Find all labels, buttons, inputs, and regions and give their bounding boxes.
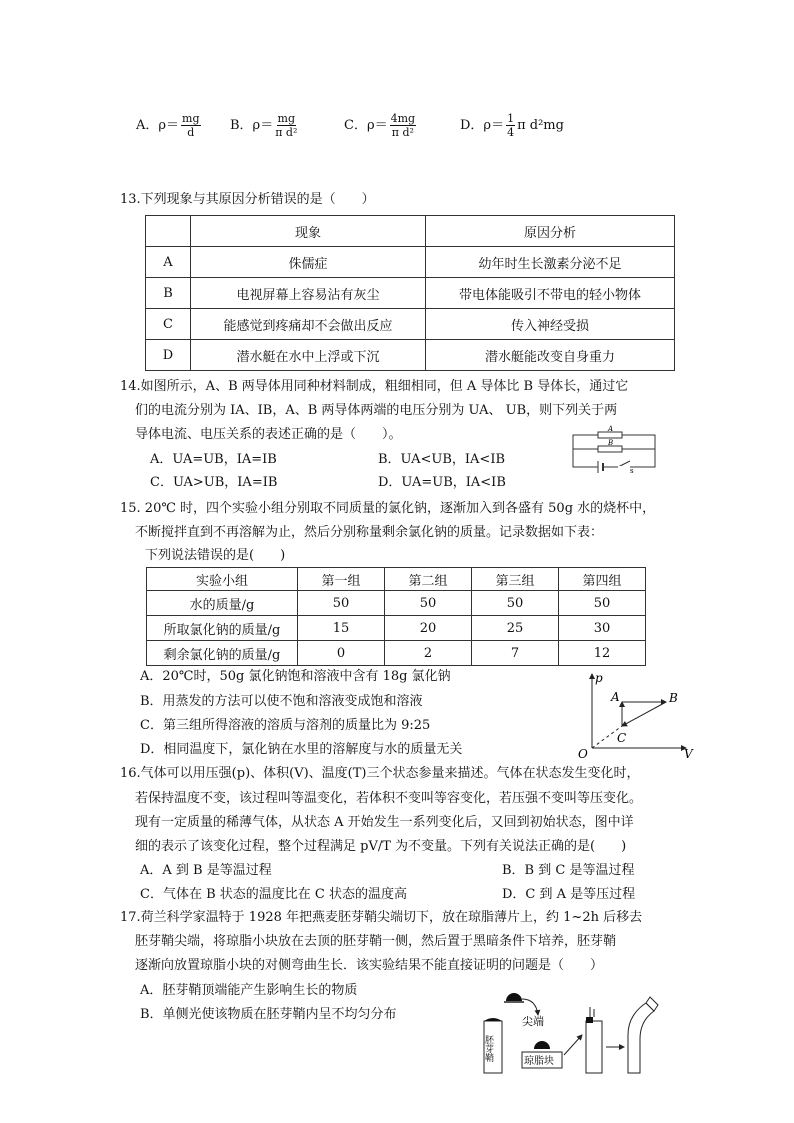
q17-stem-line2: 胚芽鞘尖端，将琼脂小块放在去顶的胚芽鞘一侧，然后置于黑暗条件下培养，胚芽鞘 xyxy=(135,934,617,949)
q13-table xyxy=(145,215,675,371)
q13-header-cell: 现象 xyxy=(191,216,426,247)
table-cell: 带电体能吸引不带电的轻小物体 xyxy=(426,278,675,309)
q16-stem-line2: 若保持温度不变，该过程叫等温变化，若体积不变叫等容变化，若压强不变叫等压变化。 xyxy=(135,791,643,806)
q17-fig-label-agar: 琼脂块 xyxy=(524,1056,554,1067)
q16-fig-label-o: O xyxy=(578,747,588,760)
q14-circuit-diagram xyxy=(568,425,660,473)
q16-option-d: D．C 到 A 是等压过程 xyxy=(502,887,636,902)
table-row xyxy=(147,641,646,666)
table-cell: 50 xyxy=(298,591,385,616)
table-cell: 幼年时生长激素分泌不足 xyxy=(426,247,675,278)
q16-option-b: B．B 到 C 是等温过程 xyxy=(502,863,635,878)
q14-stem-line1: 14.如图所示，A、B 两导体用同种材料制成，粗细相同，但 A 导体比 B 导体长，通过它 xyxy=(120,379,629,394)
table-cell: 2 xyxy=(385,641,472,666)
q12-d-fraction xyxy=(506,112,515,139)
q12-option-c xyxy=(344,112,418,139)
q12-d-num: 1 xyxy=(507,112,515,125)
q16-stem-line3: 现有一定质量的稀薄气体，从状态 A 开始发生一系列变化后，又回到初始状态，图中详 xyxy=(135,815,634,830)
q15-header-cell: 第一组 xyxy=(298,568,385,591)
q12-d-den: 4 xyxy=(507,126,515,139)
table-cell: 50 xyxy=(472,591,559,616)
q16-fig-label-b: B xyxy=(669,691,678,705)
table-cell: 潜水艇在水中上浮或下沉 xyxy=(191,340,426,371)
q16-option-c: C．气体在 B 状态的温度比在 C 状态的温度高 xyxy=(140,887,407,902)
q12-a-fraction xyxy=(181,112,200,139)
q12-a-den: d xyxy=(187,126,195,139)
table-cell: 电视屏幕上容易沾有灰尘 xyxy=(191,278,426,309)
q15-header-cell: 第三组 xyxy=(472,568,559,591)
q14-fig-label-b: B xyxy=(608,439,614,447)
q14-fig-label-a: A xyxy=(608,425,614,433)
q16-pv-diagram xyxy=(574,668,698,760)
table-cell: 15 xyxy=(298,616,385,641)
q15-header-cell: 第二组 xyxy=(385,568,472,591)
q12-d-tail: π d²mg xyxy=(517,118,564,133)
q15-header-cell: 第四组 xyxy=(559,568,646,591)
q15-stem-line3: 下列说法错误的是( ) xyxy=(145,548,286,563)
q16-fig-label-v: V xyxy=(684,747,693,760)
q12-b-fraction xyxy=(275,112,297,139)
q16-fig-label-p: p xyxy=(595,671,603,685)
table-cell: 传入神经受损 xyxy=(426,309,675,340)
q17-fig-label-tip: 尖端 xyxy=(522,1015,544,1028)
q12-a-num: mg xyxy=(182,112,200,125)
table-row xyxy=(146,247,675,278)
table-cell: C xyxy=(146,309,191,340)
table-cell: A xyxy=(146,247,191,278)
q12-a-label: A．ρ＝ xyxy=(136,118,180,133)
q16-stem-line1: 16.气体可以用压强(p)、体积(V)、温度(T)三个状态参量来描述。气体在状态发生变化时， xyxy=(120,766,640,781)
q17-stem-line1: 17.荷兰科学家温特于 1928 年把燕麦胚芽鞘尖端切下，放在琼脂薄片上，约 1~2h 后移去 xyxy=(120,910,643,925)
table-row xyxy=(146,278,675,309)
table-row xyxy=(147,616,646,641)
table-row xyxy=(147,591,646,616)
table-cell: 50 xyxy=(559,591,646,616)
q14-option-b: B．UA<UB，IA<IB xyxy=(378,452,506,467)
q13-stem: 13.下列现象与其原因分析错误的是（ ） xyxy=(120,192,375,207)
table-cell: 7 xyxy=(472,641,559,666)
q17-fig-label-coleoptile: 胚芽鞘 xyxy=(483,1035,493,1062)
table-cell: 剩余氯化钠的质量/g xyxy=(147,641,298,666)
table-cell: 12 xyxy=(559,641,646,666)
table-cell: 0 xyxy=(298,641,385,666)
q12-c-fraction xyxy=(390,112,416,139)
q12-option-d xyxy=(460,112,564,139)
q15-stem-line2: 不断搅拌直到不再溶解为止，然后分别称量剩余氯化钠的质量。记录数据如下表： xyxy=(135,525,604,540)
q14-option-a: A．UA=UB，IA=IB xyxy=(150,452,277,467)
table-cell: 50 xyxy=(385,591,472,616)
q15-header-cell: 实验小组 xyxy=(147,568,298,591)
q14-stem-line3: 导体电流、电压关系的表述正确的是（ ）。 xyxy=(135,427,402,442)
q15-option-b: B．用蒸发的方法可以使不饱和溶液变成饱和溶液 xyxy=(140,694,423,709)
q12-option-b xyxy=(230,112,299,139)
q12-b-label: B．ρ＝ xyxy=(230,118,274,133)
q17-coleoptile-diagram xyxy=(478,985,668,1075)
q14-fig-label-s: s xyxy=(630,467,634,473)
q14-option-c: C．UA>UB，IA=IB xyxy=(150,475,278,490)
q13-header-cell: 原因分析 xyxy=(426,216,675,247)
q17-stem-line3: 逐渐向放置琼脂小块的对侧弯曲生长．该实验结果不能直接证明的问题是（ ） xyxy=(135,958,604,973)
table-cell: 水的质量/g xyxy=(147,591,298,616)
q16-fig-label-c: C xyxy=(617,731,627,745)
q12-option-a xyxy=(136,112,203,139)
table-cell: B xyxy=(146,278,191,309)
q12-c-num: 4mg xyxy=(390,112,416,125)
table-cell: 潜水艇能改变自身重力 xyxy=(426,340,675,371)
q14-option-d: D．UA=UB，IA<IB xyxy=(378,475,506,490)
table-cell: 能感觉到疼痛却不会做出反应 xyxy=(191,309,426,340)
table-row xyxy=(146,340,675,371)
q17-option-a: A．胚芽鞘顶端能产生影响生长的物质 xyxy=(140,983,358,998)
q15-table xyxy=(146,567,646,666)
table-cell: 20 xyxy=(385,616,472,641)
table-cell: 30 xyxy=(559,616,646,641)
q15-stem-line1: 15. 20℃ 时，四个实验小组分别取不同质量的氯化钠，逐渐加入到各盛有 50g 水的烧杯中， xyxy=(120,501,656,516)
table-cell: 25 xyxy=(472,616,559,641)
q16-stem-line4: 细的表示了该变化过程，整个过程满足 pV/T 为不变量。下列有关说法正确的是( ) xyxy=(135,839,627,854)
q12-b-den: π d² xyxy=(275,126,298,139)
q17-option-b: B．单侧光使该物质在胚芽鞘内呈不均匀分布 xyxy=(140,1007,397,1022)
q15-option-d: D．相同温度下，氯化钠在水里的溶解度与水的质量无关 xyxy=(140,742,463,757)
q15-option-a: A．20℃时，50g 氯化钠饱和溶液中含有 18g 氯化钠 xyxy=(140,669,451,684)
table-cell: D xyxy=(146,340,191,371)
table-cell: 所取氯化钠的质量/g xyxy=(147,616,298,641)
q16-fig-label-a: A xyxy=(611,690,620,704)
q15-option-c: C．第三组所得溶液的溶质与溶剂的质量比为 9:25 xyxy=(140,718,431,733)
table-row xyxy=(146,309,675,340)
table-cell: 侏儒症 xyxy=(191,247,426,278)
q12-b-num: mg xyxy=(277,112,296,125)
q12-c-den: π d² xyxy=(391,126,414,139)
q16-option-a: A．A 到 B 是等温过程 xyxy=(140,863,272,878)
q14-stem-line2: 们的电流分别为 IA、IB，A、B 两导体两端的电压分别为 UA、 UB，则下列关于两 xyxy=(135,403,618,418)
q12-c-label: C．ρ＝ xyxy=(344,118,388,133)
q13-header-cell xyxy=(146,216,191,247)
q12-d-label: D．ρ＝ xyxy=(460,118,505,133)
